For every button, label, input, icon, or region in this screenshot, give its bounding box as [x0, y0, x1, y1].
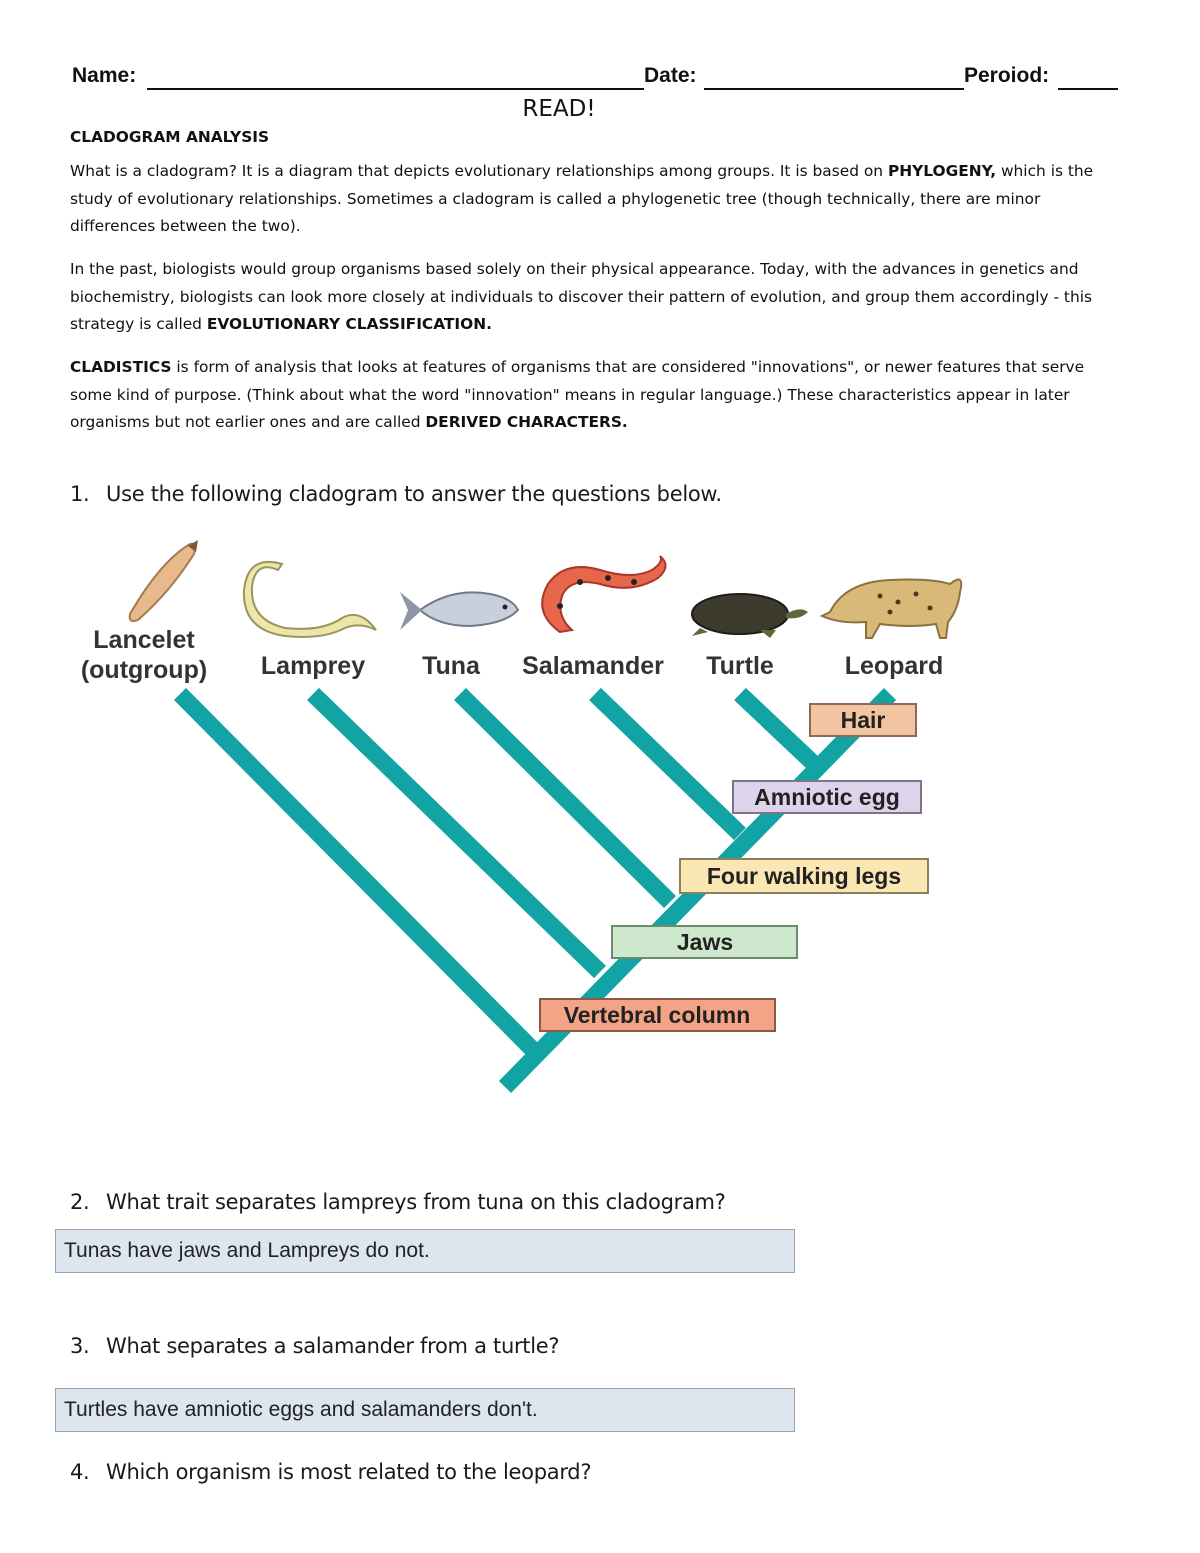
- trait-four-walking-legs: [680, 859, 928, 893]
- period-field[interactable]: [1058, 88, 1118, 90]
- question-3-number: 3.: [70, 1334, 90, 1358]
- trait-vertebral-column: [540, 999, 775, 1031]
- taxon-label-salamander: Salamander: [522, 652, 664, 680]
- p2-bold-term: EVOLUTIONARY CLASSIFICATION.: [206, 315, 492, 333]
- trait-jaws: [612, 926, 797, 958]
- turtle-icon: [692, 594, 808, 638]
- trait-amniotic-egg: [733, 781, 921, 813]
- question-4-number: 4.: [70, 1460, 90, 1484]
- name-field[interactable]: [147, 88, 644, 90]
- paragraph-evolutionary-classification: [70, 256, 1120, 339]
- question-2: [70, 1190, 726, 1214]
- taxon-label-lamprey: Lamprey: [260, 652, 366, 680]
- paragraph-cladogram-definition: [70, 158, 1120, 241]
- tuna-icon: [400, 592, 518, 630]
- trait-label-jaws: Jaws: [676, 929, 734, 955]
- branch-lamprey: [313, 694, 600, 972]
- date-field[interactable]: [704, 88, 964, 90]
- p1-text-c: which is the study of evolutionary relationships. Sometimes a cladogram is called a phylogenetic tree (though technically, there are minor differences between the two).: [70, 162, 1094, 235]
- p1-text-a: What is a cladogram? It is a diagram that depicts evolutionary relationships among groups. It is based on: [70, 162, 888, 180]
- answer-box-q2[interactable]: Tunas have jaws and Lampreys do not.: [55, 1229, 795, 1273]
- salamander-icon: [542, 556, 665, 632]
- p1-bold-phylogeny: PHYLOGENY,: [887, 162, 997, 180]
- p3-bold-cladistics: CLADISTICS: [70, 358, 172, 376]
- read-title: READ!: [522, 96, 596, 122]
- answer-box-q3[interactable]: Turtles have amniotic eggs and salamanders don't.: [55, 1388, 795, 1432]
- question-1-number: 1.: [70, 482, 90, 506]
- branch-turtle: [740, 694, 812, 762]
- trait-label-four-walking-legs: Four walking legs: [706, 863, 902, 889]
- p3-bold-derived: DERIVED CHARACTERS.: [425, 413, 628, 431]
- question-4: [70, 1460, 591, 1484]
- leopard-icon: [822, 580, 961, 639]
- taxon-label-outgroup: (outgroup): [80, 656, 208, 684]
- taxon-label-lancelet: Lancelet: [93, 626, 195, 654]
- student-info-header: [72, 62, 1120, 96]
- period-label: Peroiod:: [964, 64, 1050, 87]
- taxon-label-turtle: Turtle: [706, 652, 774, 680]
- date-label: Date:: [644, 64, 697, 87]
- question-1-text: Use the following cladogram to answer the questions below.: [106, 482, 722, 506]
- trait-label-vertebral-column: Vertebral column: [563, 1002, 751, 1028]
- trait-label-amniotic-egg: Amniotic egg: [754, 784, 900, 810]
- question-2-text: What trait separates lampreys from tuna on this cladogram?: [106, 1190, 726, 1214]
- taxon-label-tuna: Tuna: [422, 652, 480, 680]
- question-1: [70, 482, 722, 506]
- section-title: CLADOGRAM ANALYSIS: [70, 128, 270, 146]
- trait-label-hair: Hair: [840, 707, 886, 733]
- question-4-text: Which organism is most related to the leopard?: [106, 1460, 592, 1484]
- trait-hair: [810, 704, 916, 736]
- p2-text-a: In the past, biologists would group organisms based solely on their physical appearance. Today, with the advances in genetics and biochemistry, biologists can look more closely at individuals to discover their pattern of evolution, and group them accordingly - this strategy is called: [70, 260, 1093, 333]
- taxon-label-leopard: Leopard: [844, 652, 944, 680]
- lancelet-icon: [130, 540, 198, 621]
- paragraph-cladistics: [70, 354, 1120, 437]
- question-2-number: 2.: [70, 1190, 90, 1214]
- lamprey-icon: [244, 562, 376, 637]
- name-label: Name:: [72, 64, 137, 87]
- question-3: [70, 1334, 559, 1358]
- branch-salamander: [595, 694, 740, 834]
- p3-text-b: is form of analysis that looks at features of organisms that are considered "innovations", or newer features that serve some kind of purpose. (Think about what the word "innovation" means in regular language.) These characteristics appear in later organisms but not earlier ones and are called: [70, 358, 1085, 431]
- question-3-text: What separates a salamander from a turtle?: [106, 1334, 560, 1358]
- cladogram-figure: [60, 532, 980, 1102]
